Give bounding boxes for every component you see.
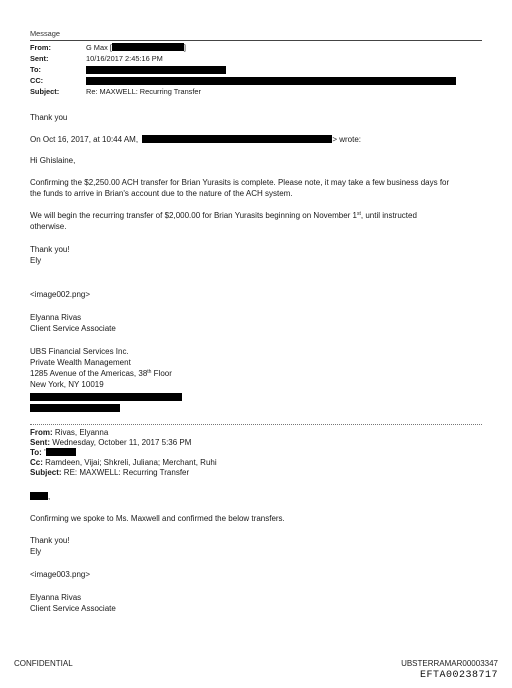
sent-value: 10/16/2017 2:45:16 PM <box>86 54 163 63</box>
redaction-block <box>86 77 456 85</box>
orig-sig-name: Elyanna Rivas <box>30 593 82 602</box>
redaction-block <box>142 135 332 143</box>
orig-image-placeholder: <image003.png> <box>30 570 91 579</box>
redaction-block <box>30 492 48 500</box>
bates-efta: EFTA00238717 <box>419 670 498 681</box>
to-label: To: <box>30 65 41 74</box>
orig-cc: Cc: Ramdeen, Vijai; Shkreli, Juliana; Merchant, Ruhi <box>30 458 217 467</box>
redaction-block <box>112 43 184 51</box>
redaction-block <box>86 66 226 74</box>
orig-to: To: <box>30 448 76 458</box>
orig-signoff: Ely <box>30 547 42 556</box>
orig-sent: Sent: Wednesday, October 11, 2017 5:36 PM <box>30 438 192 447</box>
orig-subject: Subject: RE: MAXWELL: Recurring Transfer <box>30 468 190 477</box>
sig-title: Client Service Associate <box>30 324 116 333</box>
cc-label: CC: <box>30 76 44 85</box>
orig-body: Confirming we spoke to Ms. Maxwell and confirmed the below transfers. <box>30 514 285 523</box>
orig-from: From: Rivas, Elyanna <box>30 428 109 437</box>
reply-thank-you: Thank you <box>30 113 68 122</box>
sig-name: Elyanna Rivas <box>30 313 82 322</box>
para2-line1: We will begin the recurring transfer of $2,000.00 for Brian Yurasits beginning on November 1st, until instructed <box>30 211 417 220</box>
reply-signoff: Ely <box>30 256 42 265</box>
para1-line1: Confirming the $2,250.00 ACH transfer for Brian Yurasits is complete. Please note, it may take a few business days for <box>30 178 450 187</box>
city: New York, NY 10019 <box>30 380 104 389</box>
from-label: From: <box>30 43 51 52</box>
para2-line2: otherwise. <box>30 222 67 231</box>
confidential-label: CONFIDENTIAL <box>14 659 73 668</box>
redaction-block <box>30 404 120 412</box>
orig-sig-title: Client Service Associate <box>30 604 116 613</box>
redaction-block <box>46 448 76 456</box>
sent-label: Sent: <box>30 54 49 63</box>
bates-ubs: UBSTERRAMAR00003347 <box>401 659 498 668</box>
orig-thanks: Thank you! <box>30 536 70 545</box>
image-placeholder: <image002.png> <box>30 290 91 299</box>
header-divider <box>30 40 482 41</box>
greeting: Hi Ghislaine, <box>30 156 76 165</box>
reply-thanks: Thank you! <box>30 245 70 254</box>
address: 1285 Avenue of the Americas, 38th Floor <box>30 369 172 378</box>
quote-intro: On Oct 16, 2017, at 10:44 AM, > wrote: <box>30 135 361 144</box>
subject-label: Subject: <box>30 87 60 96</box>
message-section-label: Message <box>30 29 60 38</box>
subject-value: Re: MAXWELL: Recurring Transfer <box>86 87 202 96</box>
quote-divider <box>30 424 482 425</box>
redaction-block <box>30 393 182 401</box>
from-value: G Max [ ] <box>86 43 186 52</box>
division: Private Wealth Management <box>30 358 131 367</box>
para1-line2: the funds to arrive in Brian's account due to the nature of the ACH system. <box>30 189 293 198</box>
company-name: UBS Financial Services Inc. <box>30 347 129 356</box>
orig-greeting: , <box>30 492 50 502</box>
